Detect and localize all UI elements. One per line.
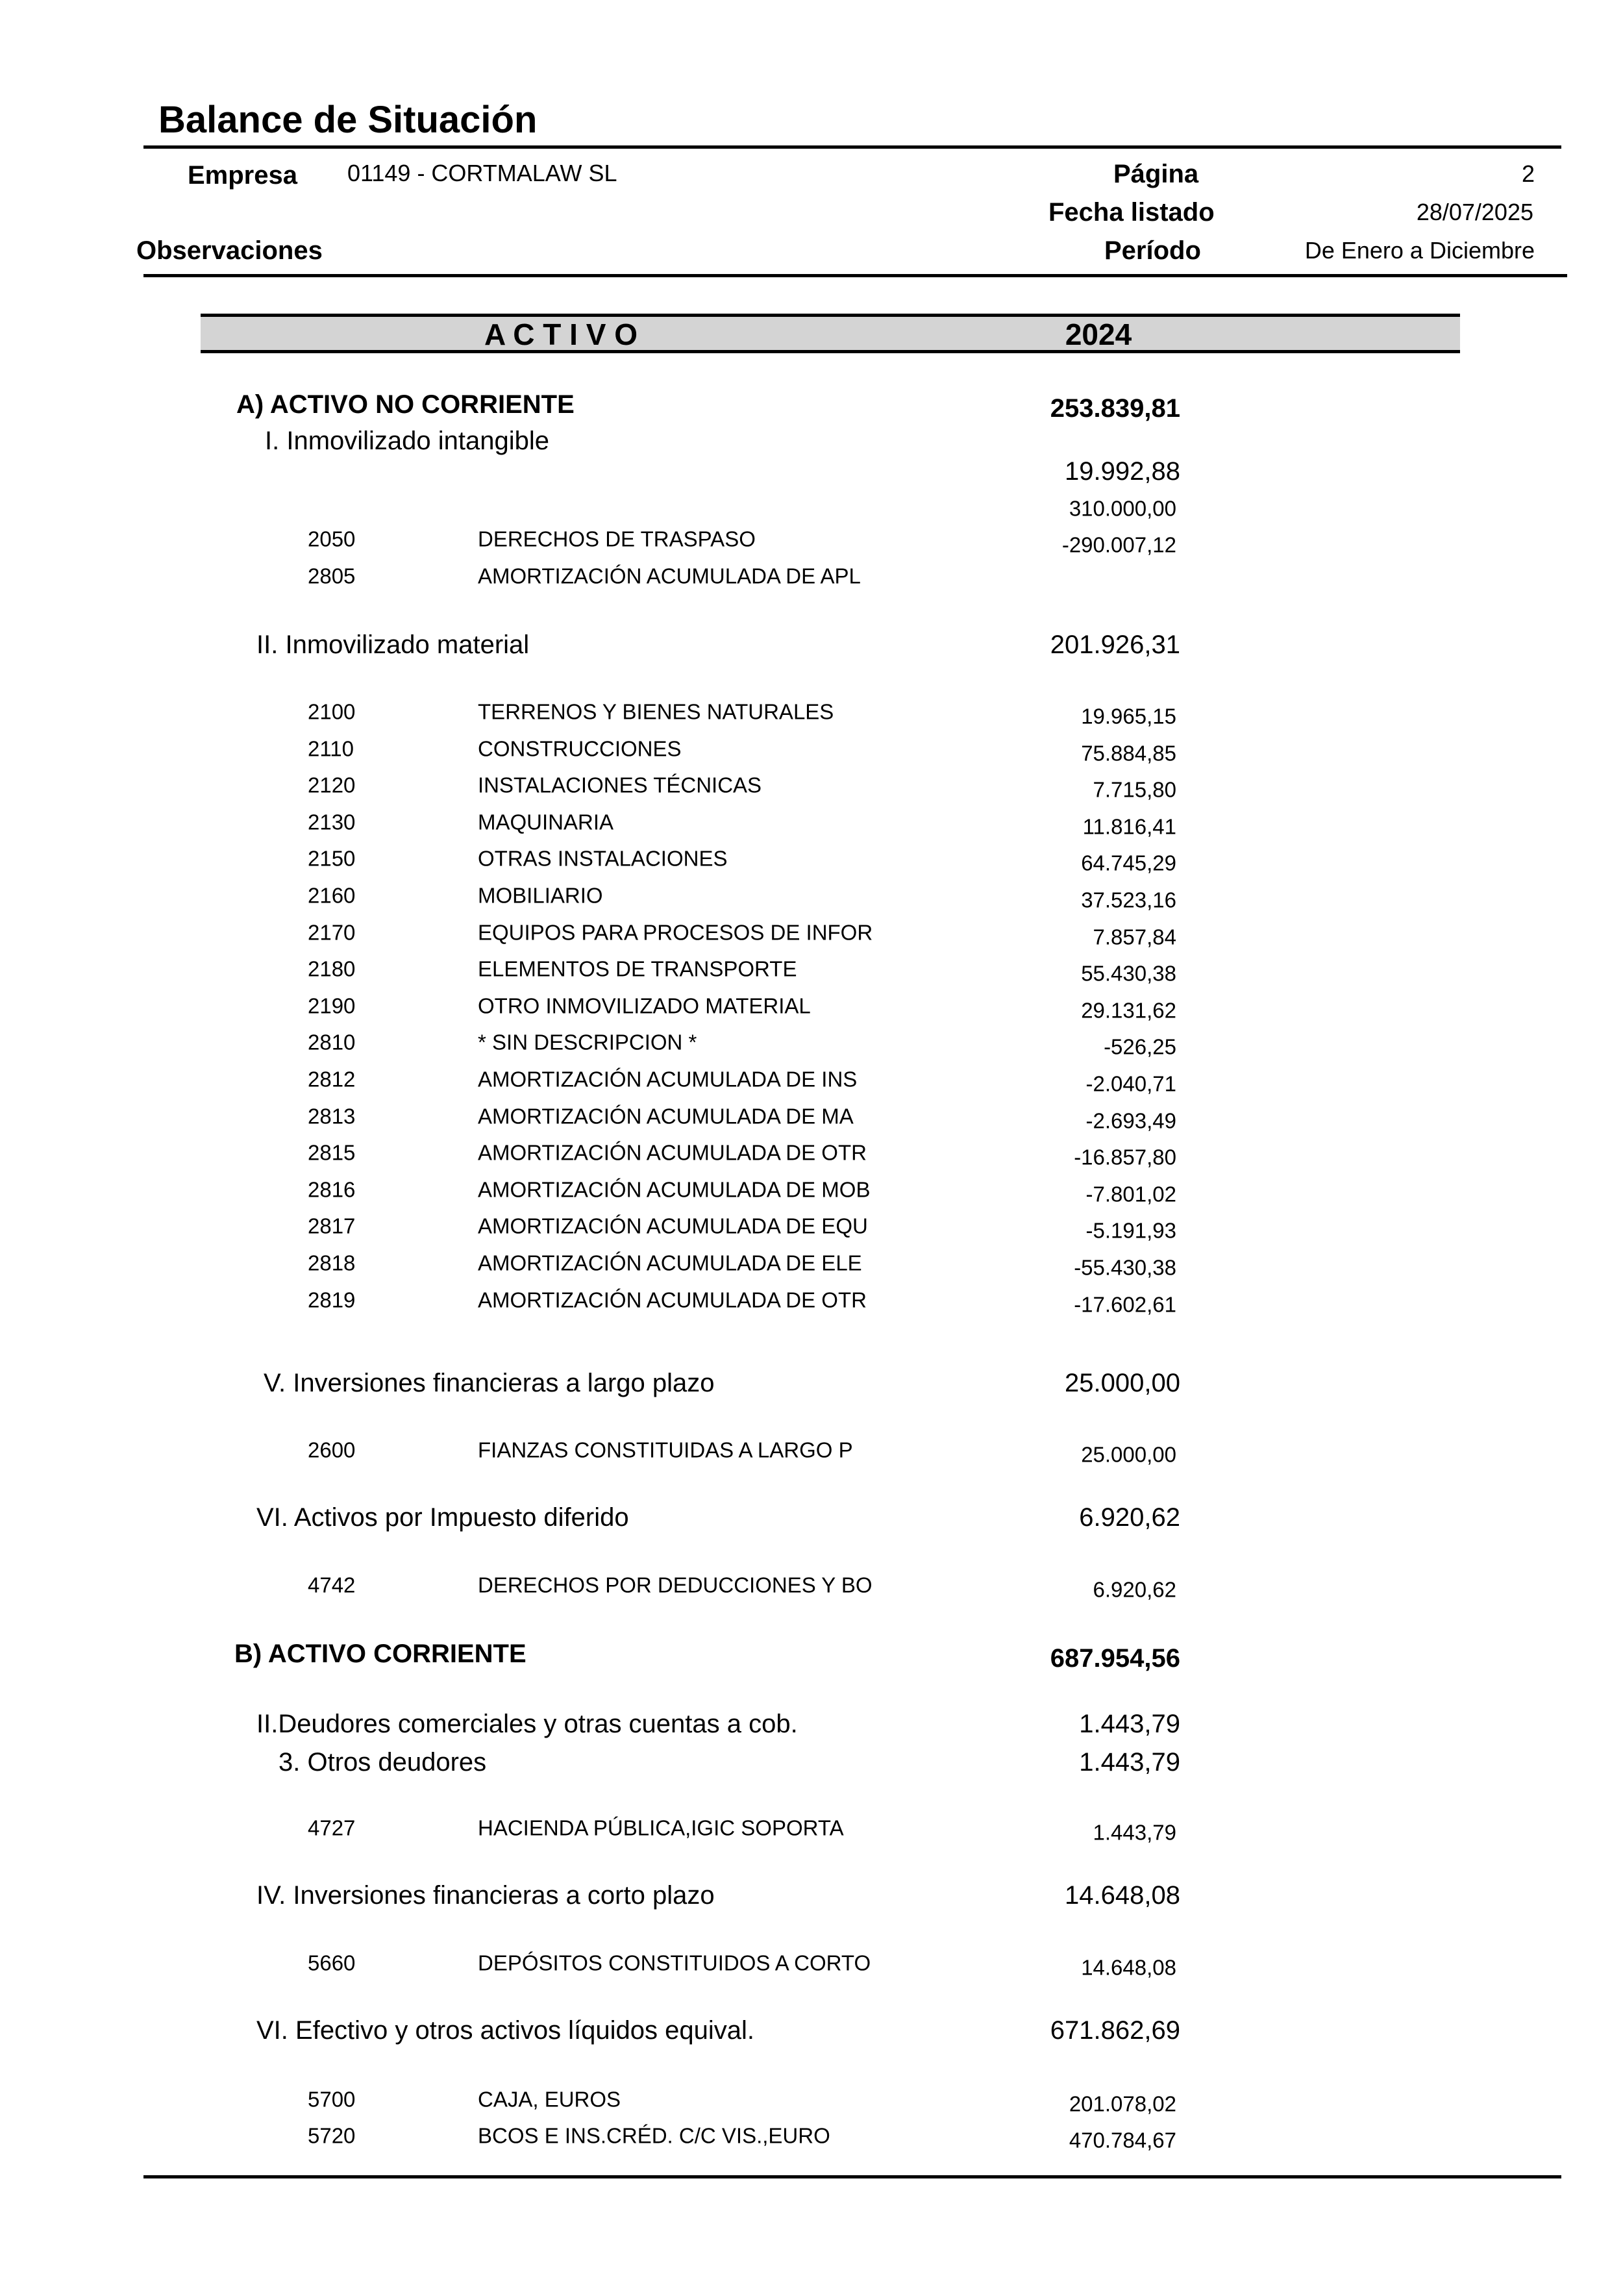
column-header-activo: A C T I V O [484, 318, 638, 351]
account-amount: -2.040,71 [1085, 1071, 1176, 1096]
account-amount: 7.715,80 [1093, 777, 1176, 802]
account-amount: -7.801,02 [1085, 1182, 1176, 1206]
account-code: 2050 [308, 527, 356, 551]
pagina-value: 2 [1521, 160, 1535, 187]
account-code: 2816 [308, 1177, 356, 1202]
account-amount: 11.816,41 [1082, 814, 1176, 839]
section-amount: 687.954,56 [1050, 1644, 1180, 1673]
account-code: 2813 [308, 1104, 356, 1129]
group-label: II.Deudores comerciales y otras cuentas a cob. [256, 1710, 798, 1738]
group-label: 3. Otros deudores [279, 1748, 487, 1777]
divider [143, 145, 1561, 149]
account-amount: -55.430,38 [1074, 1255, 1176, 1280]
account-code: 2810 [308, 1030, 356, 1054]
account-code: 5720 [308, 2123, 356, 2148]
account-description: EQUIPOS PARA PROCESOS DE INFOR [478, 920, 873, 945]
account-amount: -526,25 [1104, 1034, 1176, 1059]
account-description: AMORTIZACIÓN ACUMULADA DE INS [478, 1067, 858, 1092]
section-amount: 253.839,81 [1050, 394, 1180, 423]
group-label: VI. Efectivo y otros activos líquidos equival. [256, 2016, 755, 2045]
account-code: 2100 [308, 699, 356, 724]
account-description: AMORTIZACIÓN ACUMULADA DE OTR [478, 1288, 867, 1312]
account-amount: 19.965,15 [1081, 704, 1176, 729]
empresa-value: 01149 - CORTMALAW SL [347, 160, 617, 186]
account-amount: -2.693,49 [1085, 1108, 1176, 1133]
account-description: * SIN DESCRIPCION * [478, 1030, 697, 1054]
account-amount: 14.648,08 [1081, 1955, 1176, 1980]
account-amount: 25.000,00 [1081, 1442, 1176, 1467]
account-description: DERECHOS POR DEDUCCIONES Y BO [478, 1573, 873, 1597]
account-description: AMORTIZACIÓN ACUMULADA DE EQU [478, 1214, 868, 1238]
account-description: TERRENOS Y BIENES NATURALES [478, 699, 834, 724]
account-description: CONSTRUCCIONES [478, 736, 682, 761]
observaciones-label: Observaciones [136, 236, 323, 265]
account-amount: -5.191,93 [1085, 1218, 1176, 1243]
divider [143, 2175, 1561, 2178]
section-label: A) ACTIVO NO CORRIENTE [236, 390, 575, 419]
account-description: DEPÓSITOS CONSTITUIDOS A CORTO [478, 1951, 871, 1975]
section-label: B) ACTIVO CORRIENTE [234, 1640, 527, 1668]
account-description: AMORTIZACIÓN ACUMULADA DE OTR [478, 1140, 867, 1165]
account-code: 2817 [308, 1214, 356, 1238]
group-label: V. Inversiones financieras a largo plazo [264, 1369, 715, 1397]
group-label: I. Inmovilizado intangible [265, 427, 550, 455]
account-description: INSTALACIONES TÉCNICAS [478, 773, 762, 797]
account-code: 2805 [308, 564, 356, 588]
group-amount: 1.443,79 [1079, 1710, 1180, 1738]
account-amount: 201.078,02 [1069, 2091, 1176, 2116]
group-amount: 14.648,08 [1065, 1881, 1180, 1910]
divider [143, 274, 1567, 277]
group-label: IV. Inversiones financieras a corto plazo [256, 1881, 715, 1910]
account-code: 2815 [308, 1140, 356, 1165]
account-amount: 55.430,38 [1081, 961, 1176, 986]
periodo-value: De Enero a Diciembre [1304, 237, 1535, 264]
account-description: OTRAS INSTALACIONES [478, 846, 728, 871]
empresa-label: Empresa [188, 161, 297, 190]
account-code: 2180 [308, 956, 356, 981]
group-amount: 19.992,88 [1065, 457, 1180, 486]
fecha-listado-label: Fecha listado [1048, 198, 1215, 227]
account-code: 2190 [308, 993, 356, 1018]
account-amount: 29.131,62 [1081, 998, 1176, 1023]
account-code: 2818 [308, 1251, 356, 1275]
group-label: II. Inmovilizado material [256, 630, 530, 659]
account-code: 5700 [308, 2087, 356, 2112]
account-amount: -290.007,12 [1061, 532, 1176, 557]
account-description: HACIENDA PÚBLICA,IGIC SOPORTA [478, 1816, 844, 1840]
account-amount: 75.884,85 [1081, 741, 1176, 766]
account-amount: 310.000,00 [1069, 496, 1176, 521]
account-description: BCOS E INS.CRÉD. C/C VIS.,EURO [478, 2123, 830, 2148]
account-amount: 6.920,62 [1093, 1577, 1176, 1602]
account-amount: 470.784,67 [1069, 2128, 1176, 2152]
column-header-year: 2024 [1065, 318, 1132, 351]
account-description: AMORTIZACIÓN ACUMULADA DE ELE [478, 1251, 862, 1275]
group-amount: 671.862,69 [1050, 2016, 1180, 2045]
group-label: VI. Activos por Impuesto diferido [256, 1503, 629, 1532]
account-code: 2600 [308, 1438, 356, 1462]
account-code: 2160 [308, 883, 356, 908]
table-header-band [201, 314, 1460, 353]
account-code: 2110 [308, 736, 354, 761]
group-amount: 6.920,62 [1079, 1503, 1180, 1532]
group-amount: 1.443,79 [1079, 1748, 1180, 1777]
report-title: Balance de Situación [158, 99, 538, 141]
account-code: 2812 [308, 1067, 356, 1092]
periodo-label: Período [1104, 236, 1201, 265]
account-amount: 37.523,16 [1081, 888, 1176, 912]
account-description: DERECHOS DE TRASPASO [478, 527, 756, 551]
account-code: 4742 [308, 1573, 356, 1597]
account-description: FIANZAS CONSTITUIDAS A LARGO P [478, 1438, 853, 1462]
group-amount: 201.926,31 [1050, 630, 1180, 659]
account-description: MAQUINARIA [478, 810, 614, 834]
account-amount: 64.745,29 [1081, 851, 1176, 875]
account-code: 2130 [308, 810, 356, 834]
account-description: AMORTIZACIÓN ACUMULADA DE MOB [478, 1177, 871, 1202]
account-code: 2150 [308, 846, 356, 871]
account-code: 4727 [308, 1816, 356, 1840]
account-code: 5660 [308, 1951, 356, 1975]
account-description: ELEMENTOS DE TRANSPORTE [478, 956, 797, 981]
account-description: CAJA, EUROS [478, 2087, 621, 2112]
account-code: 2120 [308, 773, 356, 797]
account-code: 2819 [308, 1288, 356, 1312]
account-description: AMORTIZACIÓN ACUMULADA DE APL [478, 564, 861, 588]
account-amount: 7.857,84 [1093, 925, 1176, 949]
account-amount: 1.443,79 [1093, 1820, 1176, 1845]
account-amount: -17.602,61 [1074, 1292, 1176, 1317]
group-amount: 25.000,00 [1065, 1369, 1180, 1397]
account-description: AMORTIZACIÓN ACUMULADA DE MA [478, 1104, 854, 1129]
account-description: MOBILIARIO [478, 883, 603, 908]
account-amount: -16.857,80 [1074, 1145, 1176, 1169]
fecha-listado-value: 28/07/2025 [1416, 199, 1533, 225]
pagina-label: Página [1113, 160, 1199, 188]
account-description: OTRO INMOVILIZADO MATERIAL [478, 993, 811, 1018]
account-code: 2170 [308, 920, 356, 945]
